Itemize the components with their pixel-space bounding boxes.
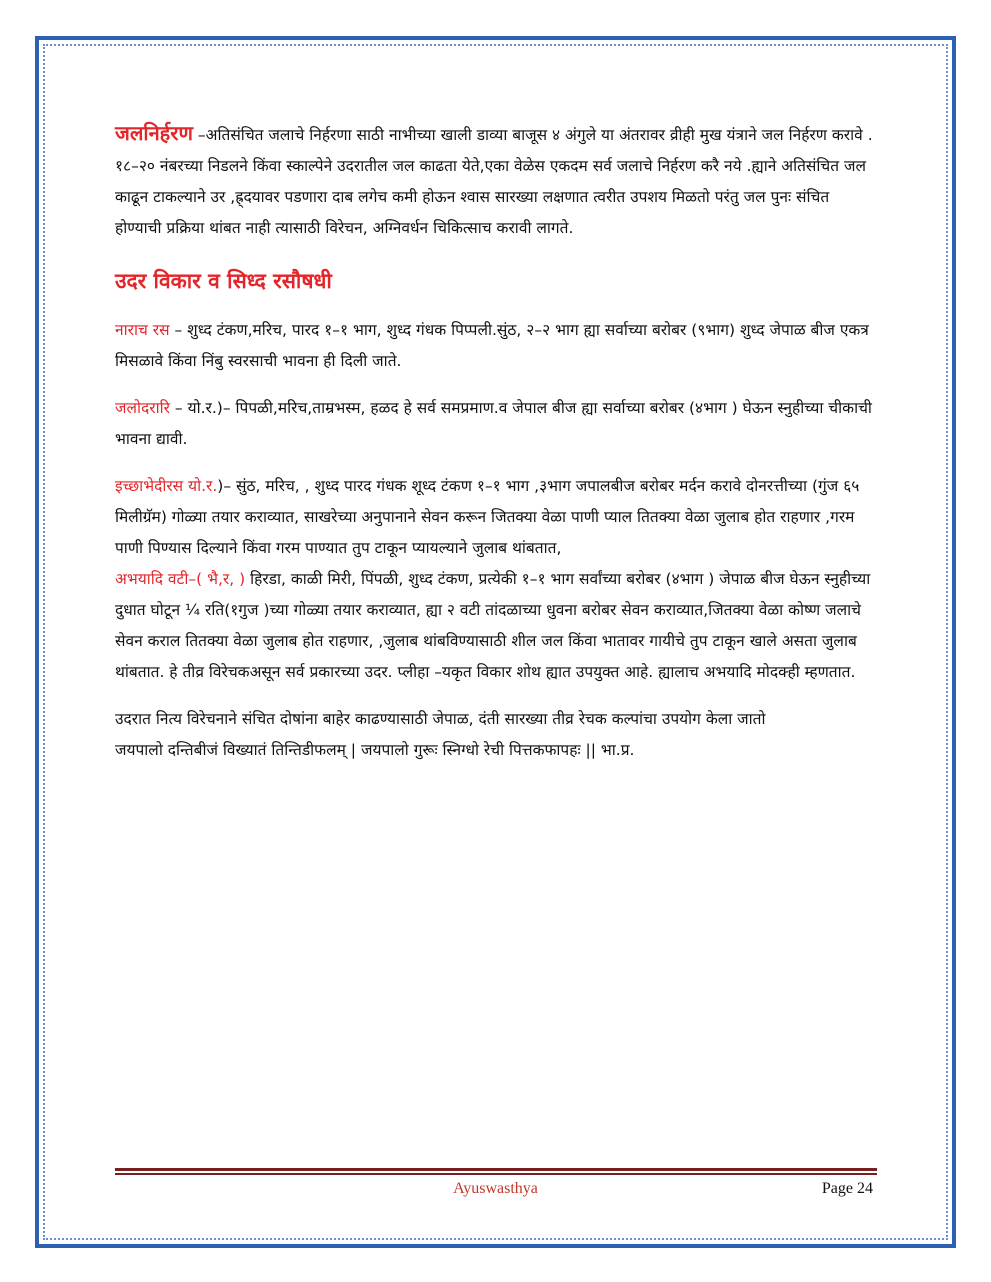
paragraph-narach (115, 315, 875, 377)
abhayadi-title: अभयादि वटी–( भै,र, ) (115, 570, 246, 588)
document-body (115, 118, 875, 766)
paragraph-jal-nirharan (115, 118, 875, 244)
jal-nirharan-heading: जलनिर्हरण (115, 121, 193, 145)
footer-divider-thin (115, 1173, 877, 1175)
jal-nirharan-text: –अतिसंचित जलाचे निर्हरणा साठी नाभीच्या खाली डाव्या बाजूस ४ अंगुले या अंतरावर व्रीही मुख यंत्राने जल निर्हरण करावे . १८–२० नंबरच्या निडलने किंवा स्काल्पेने उदरातील जल काढता येते,एका वेळेस एकदम सर्व जलाचे निर्हरण करै नये .ह्याने अतिसंचित जल काढून टाकल्याने उर ,ह्र्दयावर पडणारा दाब लगेच कमी होऊन श्वास सारख्या लक्षणात त्वरीत उपशय मिळतो परंतु जल पुनः संचित होण्याची प्रक्रिया थांबत नाही त्यासाठी विरेचन, अग्निवर्धन चिकित्साच करावी लागते. (115, 126, 873, 237)
paragraph-ichhabhedi (115, 471, 875, 564)
jalodarari-title: जलोदरारि (115, 399, 170, 417)
paragraph-abhayadi (115, 564, 875, 688)
paragraph-closing: उदरात नित्य विरेचनाने संचित दोषांना बाहेर काढण्यासाठी जेपाळ, दंती सारख्या तीव्र रेचक कल्पांचा उपयोग केला जातो (115, 710, 766, 728)
narach-title: नाराच रस (115, 321, 170, 339)
abhayadi-text: हिरडा, काळी मिरी, पिंपळी, शुध्द टंकण, प्रत्येकी १–१ भाग सर्वांच्या बरोबर (४भाग ) जेपाळ बीज घेऊन स्नुहीच्या दुधात घोटून ¼ रति(१गुज )च्या गोळ्या तयार कराव्यात, ह्या २ वटी तांदळाच्या धुवना बरोबर सेवन कराव्यात,जितक्या वेळा कोष्ण जलाचे सेवन कराल तितक्या वेळा जुलाब होत राहणार, ,जुलाब थांबविण्यासाठी शील जल किंवा भातावर गायीचे तुप टाकून खाले असता जुलाब थांबतात. हे तीव्र विरेचकअसून सर्व प्रकारच्या उदर. प्लीहा –यकृत विकार शोथ ह्यात उपयुक्त आहे. ह्यालाच अभयादि मोदक्ही म्हणतात. (115, 570, 871, 681)
narach-text: – शुध्द टंकण,मरिच, पारद १–१ भाग, शुध्द गंधक पिप्पली.सुंठ, २–२ भाग ह्या सर्वाच्या बरोबर (९भाग) शुध्द जेपाळ बीज एकत्र मिसळावे किंवा निंबु स्वरसाची भावना ही दिली जाते. (115, 321, 869, 370)
section-heading-udar: उदर विकार व सिध्द रसौषधी (115, 269, 332, 293)
ichhabhedi-title: इच्छाभेदीरस यो.र. (115, 477, 218, 495)
footer-divider (115, 1168, 877, 1171)
paragraph-shloka: जयपालो दन्तिबीजं विख्यातं तिन्तिडीफलम् | जयपालो गुरूः स्निग्धो रेची पित्तकफापहः || भा.प्र. (115, 741, 635, 759)
paragraph-jalodarari (115, 393, 875, 455)
jalodarari-text: – यो.र.)– पिपळी,मरिच,ताम्रभस्म, हळद हे सर्व समप्रमाण.व जेपाल बीज ह्या सर्वाच्या बरोबर (४भाग ) घेऊन स्नुहीच्या चीकाची भावना द्यावी. (115, 399, 872, 448)
footer-title: Ayuswasthya (453, 1180, 538, 1197)
ichhabhedi-text: )– सुंठ, मरिच, , शुध्द पारद गंधक शूध्द टंकण १–१ भाग ,३भाग जपालबीज बरोबर मर्दन करावे दोनरत्तीच्या (गुंज ६५ मिलीग्रॅम) गोळ्या तयार कराव्यात, साखरेच्या अनुपानाने सेवन करून जितक्या वेळा पाणी प्याल तितक्या वेळा जुलाब होत राहणार ,गरम पाणी पिण्यास दिल्याने किंवा गरम पाण्यात तुप टाकून प्यायल्याने जुलाब थांबतात, (115, 477, 860, 557)
page-number: Page 24 (821, 1180, 873, 1197)
